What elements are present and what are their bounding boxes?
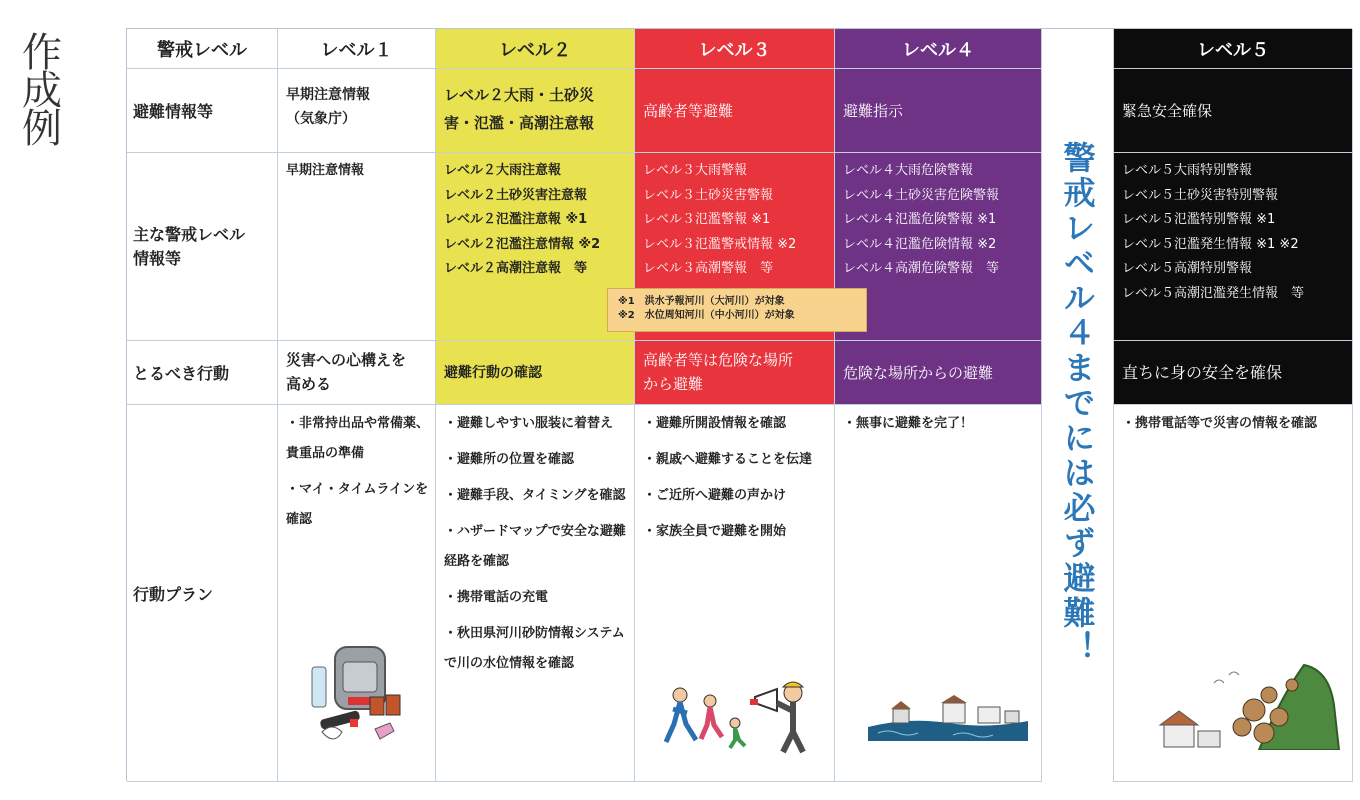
plan-item: ・避難しやすい服装に着替え [444,416,614,431]
footnote-box [607,288,867,332]
warning-item: レベル２氾濫注意報 ※1 [444,212,588,227]
evac-info-level4: 避難指示 [835,69,1042,153]
header-corner: 警戒レベル [127,29,278,69]
flooded-houses-illustration [863,695,1033,745]
plan-item: ・避難所の位置を確認 [444,452,575,467]
action-level1 [278,341,436,405]
warning-level-table [126,28,1352,781]
warning-info-level1 [278,153,436,341]
warning-item: レベル２土砂災害注意報 [444,187,588,203]
header-level3: レベル３ [635,29,835,69]
header-level2: レベル２ [436,29,635,69]
action-level2: 避難行動の確認 [436,341,635,405]
evac-info-level1 [278,69,436,153]
footnote-line: ※2 水位周知河川（中小河川）が対象 [618,310,795,321]
evac-info-level5: 緊急安全確保 [1114,69,1353,153]
plan-item: ・ご近所へ避難の声かけ [643,488,787,503]
warning-item: レベル２氾濫注意情報 ※2 [444,236,601,252]
warning-item: レベル４氾濫危険警報 ※1 [843,212,997,227]
plan-level2 [436,405,635,782]
warning-item: レベル２高潮注意報 等 [444,261,588,276]
evacuating-family-illustration [655,675,825,755]
row-label-plan: 行動プラン [127,405,278,782]
evac-info-level3: 高齢者等避難 [635,69,835,153]
plan-level4 [835,405,1042,782]
plan-item: ・親戚へ避難することを伝達 [643,452,813,467]
warning-item: レベル２大雨注意報 [444,163,562,178]
action-level3 [635,341,835,405]
emergency-kit-illustration [300,637,420,757]
action-level1-line: 災害への心構えを [286,351,407,369]
plan-item: ・避難手段、タイミングを確認 [444,488,626,503]
warning-item: レベル３大雨警報 [643,163,748,178]
warning-item: レベル３土砂災害警報 [643,187,774,203]
plan-item: ・非常持出品や常備薬、貴重品の準備 [286,416,430,461]
action-level4: 危険な場所からの避難 [835,341,1042,405]
plan-level3 [635,405,835,782]
warning-item: レベル５氾濫発生情報 ※1 ※2 [1122,236,1299,252]
warning-item: レベル５氾濫特別警報 ※1 [1122,212,1276,227]
side-title-char: 作 [22,30,62,76]
plan-item: ・携帯電話等で災害の情報を確認 [1122,416,1318,431]
evac-info-level1-line: （気象庁） [286,111,356,127]
plan-item: ・家族全員で避難を開始 [643,524,787,539]
row-label-line: 主な警戒レベル [133,224,246,244]
plan-item: ・避難所開設情報を確認 [643,416,787,431]
warning-item: レベル４大雨危険警報 [843,163,974,178]
action-level3-line: 高齢者等は危険な場所 [643,351,794,369]
side-title-char: 例 [22,106,62,152]
landslide-illustration [1154,655,1344,750]
plan-item: ・携帯電話の充電 [444,590,549,605]
warning-item: レベル４高潮危険警報 等 [843,261,1000,276]
header-level1: レベル１ [278,29,436,69]
row-label-line: 情報等 [133,248,182,268]
evacuation-banner [1042,29,1114,782]
footnote-line: ※1 洪水予報河川（大河川）が対象 [618,296,785,307]
warning-item: レベル５土砂災害特別警報 [1122,187,1279,203]
header-level5: レベル５ [1114,29,1353,69]
plan-level5 [1114,405,1353,782]
plan-item: ・ハザードマップで安全な避難経路を確認 [444,524,626,569]
evac-info-level2-line: レベル２大雨・土砂災 [444,86,595,104]
evac-info-level2-line: 害・氾濫・高潮注意報 [444,114,595,132]
plan-item: ・マイ・タイムラインを確認 [286,482,429,527]
banner-text: 警戒レベル４までには必ず避難！ [1058,141,1097,666]
warning-item: レベル５高潮氾濫発生情報 等 [1122,285,1305,301]
evac-info-level2 [436,69,635,153]
warning-item: レベル３氾濫警戒情報 ※2 [643,236,797,252]
plan-item: ・秋田県河川砂防情報システムで川の水位情報を確認 [444,626,625,671]
warning-item: レベル４土砂災害危険警報 [843,187,1000,203]
warning-item: レベル３高潮警報 等 [643,261,774,276]
plan-level1 [278,405,436,782]
side-title [20,30,64,152]
action-level3-line: から避難 [643,375,704,393]
plan-item: ・無事に避難を完了！ [843,416,974,431]
row-label-action: とるべき行動 [127,341,278,405]
side-title-char: 成 [22,68,62,114]
warning-item: レベル５高潮特別警報 [1122,261,1253,276]
warning-info-level5 [1114,153,1353,341]
warning-item: レベル４氾濫危険情報 ※2 [843,236,997,252]
header-level4: レベル４ [835,29,1042,69]
warning-info-level1-line: 早期注意情報 [286,163,365,178]
warning-item: レベル５大雨特別警報 [1122,163,1253,178]
row-label-evac-info: 避難情報等 [127,69,278,153]
action-level5: 直ちに身の安全を確保 [1114,341,1353,405]
action-level1-line: 高める [286,375,332,393]
warning-item: レベル３氾濫警報 ※1 [643,212,771,227]
row-label-warning-info [127,153,278,341]
warning-info-level2 [436,153,635,341]
evac-info-level1-line: 早期注意情報 [286,87,370,103]
